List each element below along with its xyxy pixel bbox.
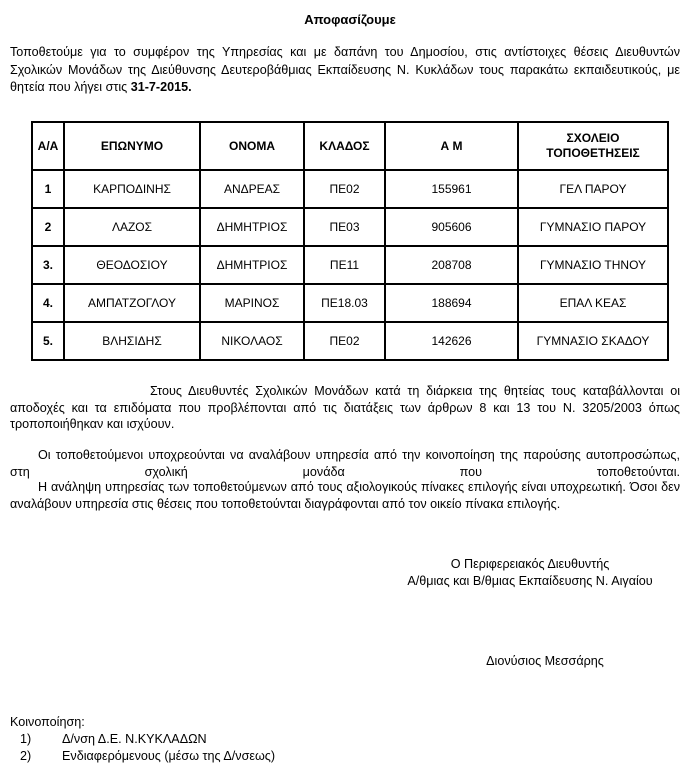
document-title: Αποφασίζουμε xyxy=(304,12,396,27)
list-item xyxy=(10,748,275,765)
assumption-paragraph-text: Η ανάληψη υπηρεσίας των τοποθετούμενων από τους αξιολογικούς πίνακες επιλογής είναι υποχρεωτική. Όσοι δεν αναλάβουν υπηρεσία στις θέσεις που τοποθετούνται διαγράφονται από τον οικείο πίνακα επιλογής. xyxy=(10,480,680,511)
cell-aa: 5. xyxy=(32,322,64,360)
cell-school: ΓΕΛ ΠΑΡΟΥ xyxy=(518,170,668,208)
cell-name: ΔΗΜΗΤΡΙΟΣ xyxy=(200,208,304,246)
cell-am: 142626 xyxy=(385,322,518,360)
header-school xyxy=(518,122,668,170)
distribution-list xyxy=(10,714,275,765)
header-am: Α Μ xyxy=(385,122,518,170)
cell-surname: ΘΕΟΔΟΣΙΟΥ xyxy=(64,246,200,284)
placements-table xyxy=(31,121,669,361)
cell-aa: 3. xyxy=(32,246,64,284)
list-item-text: Ενδιαφερόμενους (μέσω της Δ/νσεως) xyxy=(62,749,276,763)
table-row xyxy=(32,284,668,322)
salary-paragraph xyxy=(10,383,680,433)
cell-branch: ΠΕ02 xyxy=(304,170,385,208)
header-surname: ΕΠΩΝΥΜΟ xyxy=(64,122,200,170)
cell-surname: ΑΜΠΑΤΖΟΓΛΟΥ xyxy=(64,284,200,322)
list-item-number: 1) xyxy=(20,732,32,746)
cell-am: 208708 xyxy=(385,246,518,284)
table-header-row xyxy=(32,122,668,170)
cell-am: 905606 xyxy=(385,208,518,246)
cell-branch: ΠΕ02 xyxy=(304,322,385,360)
header-aa: Α/Α xyxy=(32,122,64,170)
duty-paragraph xyxy=(10,447,680,480)
list-item-number: 2) xyxy=(20,749,32,763)
duty-paragraph-text: Οι τοποθετούμενοι υποχρεούνται να αναλάβουν υπηρεσία από την κοινοποίηση της παρούσης αυτοπροσώπως, στη σχολική μονάδα που τοποθετούνται. xyxy=(10,448,680,479)
signature-role-line1: Ο Περιφερειακός Διευθυντής xyxy=(450,557,610,571)
cell-name: ΑΝΔΡΕΑΣ xyxy=(200,170,304,208)
cell-am: 155961 xyxy=(385,170,518,208)
cell-branch: ΠΕ18.03 xyxy=(304,284,385,322)
signature-role xyxy=(380,556,680,590)
term-end-date: 31-7-2015. xyxy=(130,80,192,94)
list-item xyxy=(10,731,275,748)
intro-text: Τοποθετούμε για το συμφέρον της Υπηρεσίας και με δαπάνη του Δημοσίου, στις αντίστοιχες θέσεις Διευθυντών Σχολικών Μονάδων της Διεύθυνσης Δευτεροβάθμιας Εκπαίδευσης Ν. Κυκλάδων τους παρακάτω εκπαιδευτικούς, με θητεία που λήγει στις xyxy=(10,45,680,94)
distribution-label: Κοινοποίηση: xyxy=(10,715,85,729)
signature-role-line2: Α/θμιας και Β/θμιας Εκπαίδευσης Ν. Αιγαίου xyxy=(407,574,653,588)
cell-aa: 1 xyxy=(32,170,64,208)
cell-aa: 2 xyxy=(32,208,64,246)
table-row xyxy=(32,322,668,360)
cell-name: ΜΑΡΙΝΟΣ xyxy=(200,284,304,322)
salary-paragraph-line1: Στους Διευθυντές Σχολικών Μονάδων κατά τη διάρκεια της θητείας τους καταβάλλονται οι xyxy=(150,384,680,398)
table-row xyxy=(32,208,668,246)
cell-aa: 4. xyxy=(32,284,64,322)
table-row xyxy=(32,170,668,208)
table-row xyxy=(32,246,668,284)
cell-name: ΝΙΚΟΛΑΟΣ xyxy=(200,322,304,360)
cell-school: ΓΥΜΝΑΣΙΟ ΤΗΝΟΥ xyxy=(518,246,668,284)
assumption-paragraph xyxy=(10,479,680,512)
intro-paragraph xyxy=(10,44,680,97)
header-branch: ΚΛΑΔΟΣ xyxy=(304,122,385,170)
cell-school: ΓΥΜΝΑΣΙΟ ΠΑΡΟΥ xyxy=(518,208,668,246)
cell-name: ΔΗΜΗΤΡΙΟΣ xyxy=(200,246,304,284)
header-school-line2: ΤΟΠΟΘΕΤΗΣΕΙΣ xyxy=(546,146,640,160)
signatory-name: Διονύσιος Μεσσάρης xyxy=(486,654,604,668)
cell-school: ΓΥΜΝΑΣΙΟ ΣΚΑΔΟΥ xyxy=(518,322,668,360)
salary-paragraph-rest: αποδοχές και τα επιδόματα που προβλέπονται από τις διατάξεις των άρθρων 8 και 13 του Ν. 3205/2003 όπως τροποποιήθηκαν και ισχύουν. xyxy=(10,400,680,431)
header-name: ΟΝΟΜΑ xyxy=(200,122,304,170)
cell-am: 188694 xyxy=(385,284,518,322)
cell-school: ΕΠΑΛ ΚΕΑΣ xyxy=(518,284,668,322)
cell-branch: ΠΕ11 xyxy=(304,246,385,284)
header-school-line1: ΣΧΟΛΕΙΟ xyxy=(566,131,620,145)
list-item-text: Δ/νση Δ.Ε. Ν.ΚΥΚΛΑΔΩΝ xyxy=(62,732,207,746)
cell-surname: ΚΑΡΠΟΔΙΝΗΣ xyxy=(64,170,200,208)
cell-surname: ΛΑΖΟΣ xyxy=(64,208,200,246)
cell-surname: ΒΛΗΣΙΔΗΣ xyxy=(64,322,200,360)
cell-branch: ΠΕ03 xyxy=(304,208,385,246)
